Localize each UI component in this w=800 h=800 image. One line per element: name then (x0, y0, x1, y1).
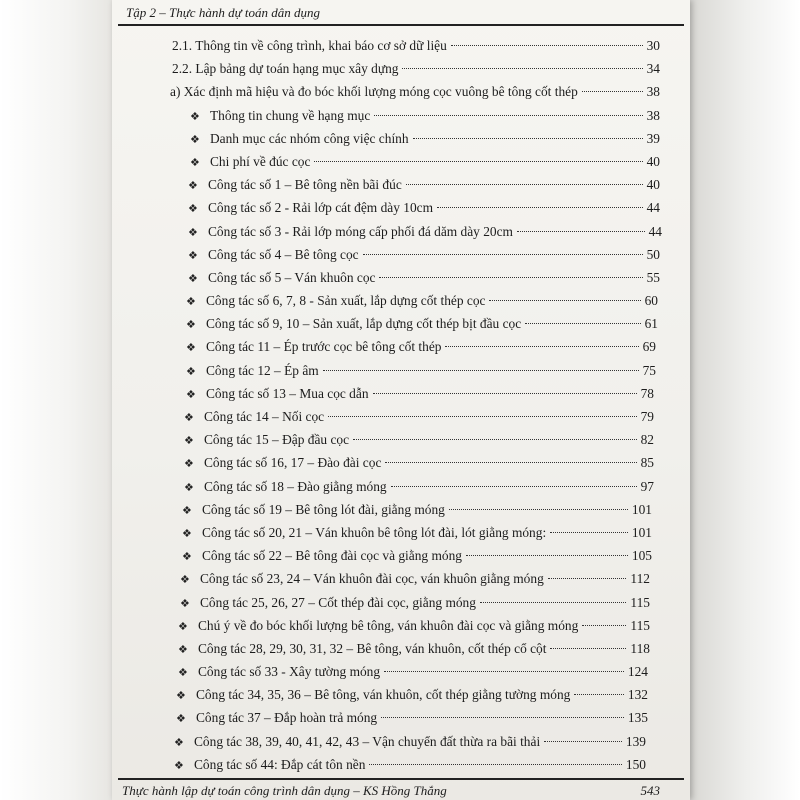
dot-leader (582, 91, 643, 92)
toc-page-number: 82 (640, 432, 654, 448)
toc-page-number: 85 (640, 455, 654, 471)
diamond-bullet-icon: ❖ (186, 388, 196, 401)
book-page (112, 0, 690, 800)
toc-entry (112, 591, 690, 614)
toc-entry-title: Danh mục các nhóm công việc chính (210, 130, 409, 146)
toc-entry (112, 730, 690, 753)
diamond-bullet-icon: ❖ (188, 180, 198, 193)
diamond-bullet-icon: ❖ (188, 203, 198, 216)
toc-entry (112, 150, 690, 173)
dot-leader (489, 300, 640, 301)
toc-page-number: 38 (646, 84, 660, 100)
diamond-bullet-icon: ❖ (190, 156, 200, 169)
toc-page-number: 139 (625, 733, 646, 749)
toc-entry-title: Công tác số 2 - Rải lớp cát đệm dày 10cm (208, 200, 433, 216)
toc-page-number: 115 (630, 617, 650, 633)
toc-entry (112, 220, 690, 243)
diamond-bullet-icon: ❖ (188, 226, 198, 239)
toc-page-number: 69 (642, 339, 656, 355)
toc-entry (112, 312, 690, 335)
toc-page-number: 40 (646, 153, 660, 169)
toc-entry-title: Công tác 14 – Nối cọc (204, 409, 325, 424)
toc-entry-title: Công tác số 4 – Bê tông cọc (208, 246, 359, 262)
dot-leader (517, 231, 645, 232)
toc-entry-title: Công tác 25, 26, 27 – Cốt thép đài cọc, giằng móng (200, 594, 476, 610)
toc-entry-title: 2.2. Lập bảng dự toán hạng mục xây dựng (172, 61, 399, 77)
toc-entry (112, 335, 690, 358)
dot-leader (391, 486, 637, 487)
toc-entry (112, 127, 690, 150)
footer-rule (118, 778, 684, 780)
toc-page-number: 118 (630, 640, 650, 656)
dot-leader (525, 323, 640, 324)
toc-page-number: 132 (627, 687, 648, 703)
toc-page-number: 135 (627, 710, 648, 726)
dot-leader (369, 764, 621, 765)
toc-entry (112, 614, 690, 637)
diamond-bullet-icon: ❖ (188, 272, 198, 285)
dot-leader (582, 625, 626, 626)
toc-entry-title: Công tác số 19 – Bê tông lót đài, giằng móng (202, 501, 445, 517)
toc-page-number: 79 (640, 409, 654, 424)
toc-entry-title: Công tác số 6, 7, 8 - Sản xuất, lắp dựng cốt thép cọc (206, 293, 486, 309)
diamond-bullet-icon: ❖ (190, 133, 200, 146)
toc-entry (112, 475, 690, 498)
toc-entry-title: Công tác 34, 35, 36 – Bê tông, ván khuôn, cốt thép giằng tường móng (196, 687, 571, 703)
dot-leader (373, 393, 637, 394)
toc-entry (112, 567, 690, 590)
dot-leader (548, 578, 627, 579)
toc-page-number: 40 (646, 177, 660, 193)
toc-entry (112, 706, 690, 729)
toc-entry (112, 428, 690, 451)
toc-page-number: 101 (631, 524, 652, 540)
diamond-bullet-icon: ❖ (178, 620, 188, 633)
toc-entry-title: Công tác số 16, 17 – Đào đài cọc (204, 455, 382, 471)
toc-entry (112, 57, 690, 80)
diamond-bullet-icon: ❖ (184, 458, 194, 471)
toc-entry (112, 243, 690, 266)
toc-entry (112, 104, 690, 127)
toc-entry (112, 498, 690, 521)
dot-leader (353, 439, 637, 440)
diamond-bullet-icon: ❖ (180, 574, 190, 587)
toc-entry (112, 521, 690, 544)
toc-entry (112, 753, 690, 776)
toc-entry-title: Thông tin chung về hạng mục (210, 107, 371, 123)
toc-entry-title: Công tác số 13 – Mua cọc dẫn (206, 385, 369, 401)
dot-leader (314, 161, 642, 162)
toc-entry (112, 382, 690, 405)
toc-page-number: 124 (627, 664, 648, 680)
toc-entry (112, 266, 690, 289)
dot-leader (413, 138, 643, 139)
toc-entry-title: Chi phí về đúc cọc (210, 153, 311, 169)
toc-page-number: 101 (631, 501, 652, 517)
toc-page-number: 112 (630, 571, 650, 587)
dot-leader (550, 532, 628, 533)
diamond-bullet-icon: ❖ (186, 342, 196, 355)
toc-page-number: 39 (646, 130, 660, 146)
diamond-bullet-icon: ❖ (176, 690, 186, 703)
toc-entry-title: Công tác số 3 - Rải lớp móng cấp phối đá dăm dày 20cm (208, 223, 513, 239)
running-footer: Thực hành lập dự toán công trình dân dụng – KS Hồng Thắng (122, 783, 447, 798)
toc-page-number: 150 (625, 756, 646, 772)
diamond-bullet-icon: ❖ (182, 551, 192, 564)
toc-entry (112, 196, 690, 219)
diamond-bullet-icon: ❖ (174, 736, 184, 749)
dot-leader (374, 115, 642, 116)
toc-entry (112, 637, 690, 660)
toc-page-number: 44 (646, 200, 660, 216)
table-of-contents (112, 34, 690, 776)
toc-page-number: 115 (630, 594, 650, 610)
toc-entry (112, 451, 690, 474)
dot-leader (544, 741, 622, 742)
toc-entry-title: 2.1. Thông tin về công trình, khai báo cơ sở dữ liệu (172, 38, 447, 53)
dot-leader (449, 509, 628, 510)
toc-entry-title: Công tác số 33 - Xây tường móng (198, 664, 381, 680)
diamond-bullet-icon: ❖ (178, 667, 188, 680)
diamond-bullet-icon: ❖ (186, 319, 196, 332)
diamond-bullet-icon: ❖ (176, 713, 186, 726)
toc-page-number: 78 (640, 385, 654, 401)
toc-entry-title: Chú ý về đo bóc khối lượng bê tông, ván khuôn đài cọc và giằng móng (198, 617, 579, 633)
diamond-bullet-icon: ❖ (190, 110, 200, 123)
dot-leader (451, 45, 643, 46)
toc-page-number: 44 (648, 223, 662, 239)
dot-leader (574, 694, 624, 695)
toc-entry-title: Công tác số 23, 24 – Ván khuôn đài cọc, ván khuôn giằng móng (200, 571, 544, 587)
dot-leader (381, 717, 624, 718)
dot-leader (445, 346, 638, 347)
diamond-bullet-icon: ❖ (186, 365, 196, 378)
dot-leader (480, 602, 626, 603)
toc-page-number: 97 (640, 478, 654, 494)
toc-entry-title: Công tác số 20, 21 – Ván khuôn bê tông lót đài, lót giằng móng: (202, 524, 547, 540)
dot-leader (323, 370, 639, 371)
diamond-bullet-icon: ❖ (188, 249, 198, 262)
toc-page-number: 38 (646, 107, 660, 123)
diamond-bullet-icon: ❖ (186, 296, 196, 309)
page-backdrop-right (690, 0, 800, 800)
toc-entry (112, 660, 690, 683)
diamond-bullet-icon: ❖ (182, 504, 192, 517)
dot-leader (402, 68, 642, 69)
footer-page-number: 543 (640, 783, 660, 798)
dot-leader (363, 254, 643, 255)
toc-entry-title: Công tác số 1 – Bê tông nền bãi đúc (208, 177, 402, 193)
diamond-bullet-icon: ❖ (180, 597, 190, 610)
toc-entry (112, 173, 690, 196)
toc-entry-title: Công tác 38, 39, 40, 41, 42, 43 – Vận chuyển đất thừa ra bãi thải (194, 733, 541, 749)
toc-entry-title: Công tác 15 – Đập đầu cọc (204, 432, 350, 448)
toc-entry (112, 80, 690, 103)
toc-page-number: 55 (646, 269, 660, 285)
toc-entry (112, 683, 690, 706)
toc-entry-title: Công tác 12 – Ép âm (206, 362, 319, 378)
diamond-bullet-icon: ❖ (184, 412, 194, 424)
dot-leader (466, 555, 628, 556)
toc-entry (112, 359, 690, 382)
toc-entry-title: Công tác số 22 – Bê tông đài cọc và giằng móng (202, 548, 462, 564)
toc-page-number: 60 (644, 293, 658, 309)
dot-leader (385, 462, 636, 463)
dot-leader (379, 277, 642, 278)
toc-entry (112, 34, 690, 57)
toc-entry-title: Công tác số 44: Đắp cát tôn nền (194, 756, 366, 772)
header-rule (118, 24, 684, 26)
dot-leader (384, 671, 624, 672)
toc-entry (112, 544, 690, 567)
toc-entry (112, 289, 690, 312)
toc-page-number: 30 (646, 38, 660, 53)
dot-leader (328, 416, 636, 417)
dot-leader (406, 184, 643, 185)
dot-leader (550, 648, 626, 649)
diamond-bullet-icon: ❖ (174, 759, 184, 772)
dot-leader (437, 207, 643, 208)
toc-entry-title: Công tác 11 – Ép trước cọc bê tông cốt thép (206, 339, 442, 355)
toc-entry-title: Công tác số 9, 10 – Sản xuất, lắp dựng cốt thép bịt đầu cọc (206, 316, 522, 332)
toc-page-number: 50 (646, 246, 660, 262)
toc-entry-title: a) Xác định mã hiệu và đo bóc khối lượng móng cọc vuông bê tông cốt thép (170, 84, 578, 100)
running-header: Tập 2 – Thực hành dự toán dân dụng (126, 5, 321, 20)
toc-page-number: 61 (644, 316, 658, 332)
diamond-bullet-icon: ❖ (184, 481, 194, 494)
toc-page-number: 105 (631, 548, 652, 564)
diamond-bullet-icon: ❖ (182, 527, 192, 540)
toc-entry-title: Công tác số 5 – Ván khuôn cọc (208, 269, 376, 285)
diamond-bullet-icon: ❖ (184, 435, 194, 448)
toc-entry-title: Công tác 37 – Đắp hoàn trả móng (196, 710, 378, 726)
toc-page-number: 75 (642, 362, 656, 378)
toc-entry-title: Công tác 28, 29, 30, 31, 32 – Bê tông, ván khuôn, cốt thép cổ cột (198, 640, 547, 656)
diamond-bullet-icon: ❖ (178, 643, 188, 656)
page-backdrop-left (0, 0, 112, 800)
toc-entry-title: Công tác số 18 – Đào giằng móng (204, 478, 387, 494)
toc-page-number: 34 (646, 61, 660, 77)
toc-entry (112, 405, 690, 428)
